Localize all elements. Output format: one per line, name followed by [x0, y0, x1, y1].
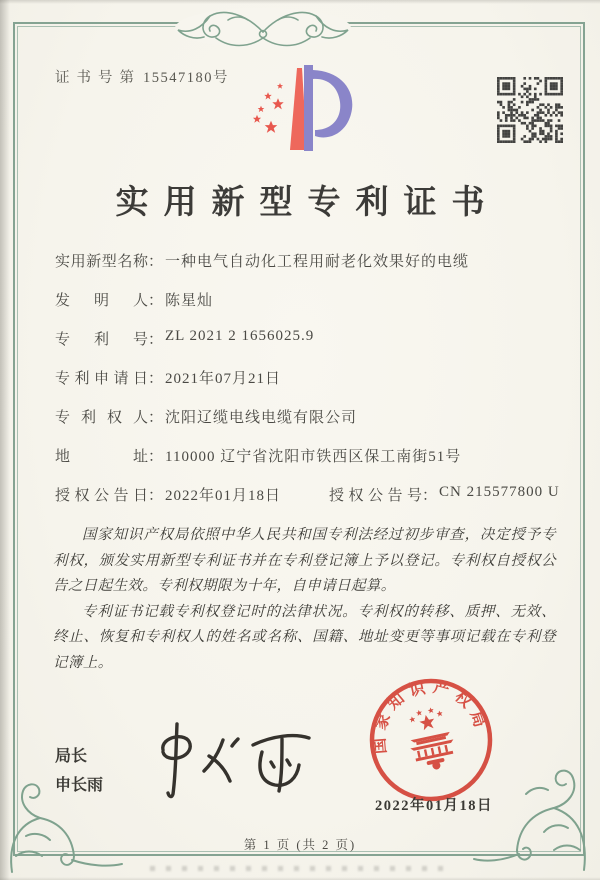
field-colon: ：: [148, 254, 164, 270]
field-value: 沈阳辽缆电线电缆有限公司: [165, 410, 358, 426]
certificate-number-prefix: 证书号第: [55, 70, 141, 86]
field-label: 发明人: [55, 293, 148, 309]
legal-paragraph-2: 专利证书记载专利权登记时的法律状况。专利权的转移、质押、无效、终止、恢复和专利权人的姓名或名称、国籍、地址变更等事项记载在专利登记簿上。: [53, 603, 556, 671]
cnipa-official-seal-icon: [363, 672, 499, 808]
field-colon: ：: [148, 488, 164, 504]
handwritten-signature-icon: [135, 718, 335, 806]
signer-block: [55, 742, 103, 800]
field-label: 实用新型名称: [55, 254, 148, 270]
grant-date-value: 2022年01月18日: [165, 488, 282, 504]
field-value: 110000 辽宁省沈阳市铁西区保工南街51号: [165, 449, 462, 465]
field-utility-model-name: [55, 250, 560, 289]
field-value: 一种电气自动化工程用耐老化效果好的电缆: [165, 254, 470, 270]
seal-date: 2022年01月18日: [375, 798, 493, 814]
field-value: 陈星灿: [165, 293, 214, 309]
certificate-number-value: 15547180: [143, 70, 213, 86]
legal-paragraph-1: 国家知识产权局依照中华人民共和国专利法经过初步审查，决定授予专利权，颁发实用新型专利证书并在专利登记簿上予以登记。专利权自授权公告之日起生效。专利权期限为十年，自申请日起算。: [53, 527, 556, 594]
field-label: 地址: [55, 449, 148, 465]
svg-text:国家知识产权局: [363, 672, 491, 757]
signer-name: 申长雨: [55, 777, 104, 794]
field-label: 专利权人: [55, 410, 148, 426]
field-address: [55, 445, 560, 484]
field-patentee: [55, 406, 560, 445]
field-label: 专利号: [55, 332, 148, 348]
field-value: 2021年07月21日: [165, 371, 282, 387]
field-colon: ：: [148, 410, 164, 426]
scan-shadow-top: [0, 0, 600, 4]
field-colon: ：: [148, 449, 164, 465]
qr-code-icon: [497, 77, 563, 143]
field-colon: ：: [148, 371, 164, 387]
certificate-number: [55, 66, 228, 87]
certificate-title: 实用新型专利证书: [115, 185, 500, 221]
field-inventor: [55, 289, 560, 328]
field-colon: ：: [148, 293, 164, 309]
scan-shadow-left: [0, 0, 10, 880]
cnipa-logo-icon: [238, 56, 368, 164]
certificate-number-suffix: 号: [213, 70, 228, 86]
field-colon: ：: [422, 488, 438, 504]
certificate-fields: [55, 250, 560, 523]
field-label: 授权公告日: [55, 488, 148, 504]
seal-text: 国家知识产权局: [371, 678, 491, 755]
field-label: 专利申请日: [55, 371, 148, 387]
signer-title: 局长: [55, 748, 88, 765]
field-colon: ：: [148, 332, 164, 348]
field-patent-number: [55, 328, 560, 367]
legal-text-block: [53, 523, 556, 676]
grant-number-value: CN 215577800 U: [439, 484, 560, 500]
show-through-marks: [150, 866, 450, 871]
page-number: 第 1 页 (共 2 页): [243, 838, 357, 852]
field-grant-row: [55, 484, 560, 523]
field-application-date: [55, 367, 560, 406]
field-value: ZL 2021 2 1656025.9: [165, 328, 315, 344]
field-label: 授权公告号: [329, 488, 423, 504]
